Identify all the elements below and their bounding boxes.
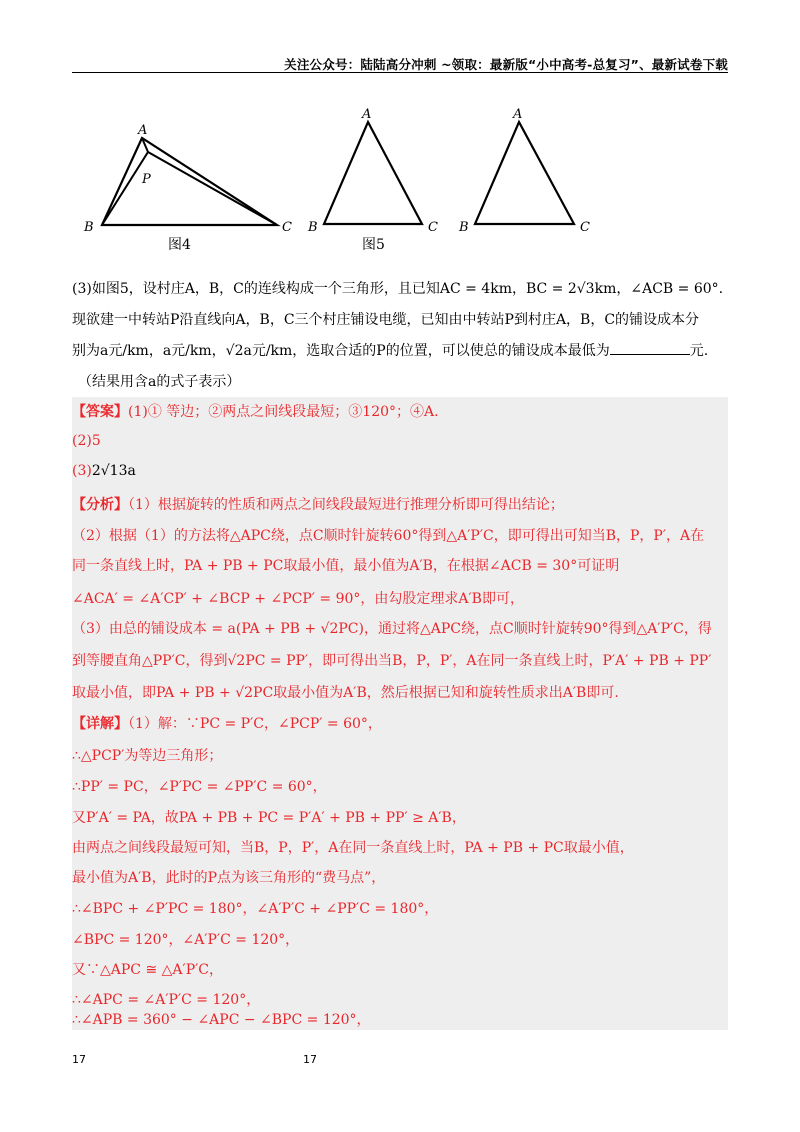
fig4-label-p: P [142, 172, 151, 187]
fig5-label-b: B [308, 220, 318, 235]
detail-line: ∴∠APC = ∠A′P′C = 120°， [72, 992, 261, 1008]
answer-text: (1)① 等边；②两点之间线段最短；③120°；④A. [128, 404, 439, 420]
fig5-label-a: A [362, 107, 372, 122]
question-line: 现欲建一中转站P沿直线向A，B，C三个村庄铺设电缆，已知由中转站P到村庄A，B，C的铺设成本分 [72, 312, 700, 328]
answer-line [72, 463, 732, 479]
detail-line: ∴△PCP′为等边三角形； [72, 748, 223, 764]
question-text: 元. [689, 343, 709, 359]
figure-4 [83, 123, 292, 253]
detail-line: ∴PP′ = PC，∠P′PC = ∠PP′C = 60°， [72, 779, 327, 795]
detail-line: 又P′A′ = PA，故PA + PB + PC = P′A′ + PB + PP′ ≥ A′B， [72, 810, 466, 826]
detail-line [72, 713, 732, 733]
figure-5 [307, 107, 438, 253]
fig6-triangle [475, 122, 574, 224]
answer-blank [610, 342, 690, 355]
question-text: 别为a元/km，a元/km，√2a元/km，选取合适的P的位置，可以使总的铺设成本最低为 [72, 343, 610, 359]
fig6-label-b: B [459, 220, 469, 235]
fig4-segment-pb [102, 152, 148, 225]
analysis-tag: 【分析】 [72, 497, 128, 513]
fig5-triangle [324, 122, 422, 224]
page-number-center: 17 [303, 1053, 317, 1066]
question-line [72, 336, 732, 367]
fig4-label-c: C [282, 220, 292, 235]
fig6-label-c: C [580, 220, 590, 235]
detail-line: 最小值为A′B，此时的P点为该三角形的“费马点”， [72, 870, 386, 886]
header-rule [72, 72, 728, 73]
page-header: 关注公众号：陆陆高分冲刺 ~领取：最新版“小中高考-总复习”、最新试卷下载 [284, 57, 728, 72]
detail-line: ∠BPC = 120°，∠A′P′C = 120°， [72, 932, 300, 948]
figures [72, 100, 728, 260]
question-block [72, 274, 732, 398]
question-note: （结果用含a的式子表示） [78, 374, 241, 390]
fig4-label-a: A [138, 123, 148, 138]
detail-line: ∴∠APB = 360° − ∠APC − ∠BPC = 120°， [72, 1012, 371, 1028]
page-number-left: 17 [72, 1053, 86, 1066]
fig5-caption: 图5 [362, 237, 385, 253]
answer-block [72, 397, 728, 1030]
analysis-line: （2）根据（1）的方法将△APC绕，点C顺时针旋转60°得到△A′P′C，即可得出可知当B，P，P′，A在 [72, 528, 705, 544]
fig4-caption: 图4 [168, 237, 191, 253]
detail-line: 由两点之间线段最短可知，当B，P，P′，A在同一条直线上时，PA + PB + PC取最小值， [72, 840, 634, 856]
fig4-label-b: B [84, 220, 94, 235]
detail-tag: 【详解】 [72, 716, 128, 732]
detail-line: ∴∠BPC + ∠P′PC = 180°，∠A′P′C + ∠PP′C = 180°， [72, 901, 439, 917]
fig5-label-c: C [428, 220, 438, 235]
geometry-figures [72, 100, 728, 260]
analysis-line: 同一条直线上时，PA + PB + PC取最小值，最小值为A′B，在根据∠ACB = 30°可证明 [72, 558, 620, 574]
fig4-segment-pc [148, 152, 277, 225]
question-line: (3)如图5，设村庄A，B，C的连线构成一个三角形，且已知AC = 4km，BC = 2√3km，∠ACB = 60°. [72, 281, 724, 297]
analysis-line: 到等腰直角△PP′C，得到√2PC = PP′，即可得出当B，P，P′，A在同一条直线上时，P′A′ + PB + PP′ [72, 653, 712, 669]
analysis-line [72, 494, 732, 514]
answer-tag: 【答案】 [72, 404, 128, 420]
answer-line [72, 401, 732, 421]
analysis-line: ∠ACA′ = ∠A′CP′ + ∠BCP + ∠PCP′ = 90°，由勾股定理求A′B即可， [72, 591, 524, 607]
fig6-label-a: A [513, 107, 523, 122]
answer-prefix: (3) [72, 463, 92, 479]
answer-value: 2√13a [91, 463, 136, 479]
analysis-line: （3）由总的铺设成本 = a(PA + PB + √2PC)，通过将△APC绕，点C顺时针旋转90°得到△A′P′C，得 [72, 621, 712, 637]
figure-6 [458, 107, 590, 235]
analysis-text: （1）根据旋转的性质和两点之间线段最短进行推理分析即可得出结论； [128, 497, 564, 513]
detail-text: （1）解：∵PC = P′C，∠PCP′ = 60°， [128, 716, 382, 732]
answer-line: (2)5 [72, 433, 101, 449]
analysis-line: 取最小值，即PA + PB + √2PC取最小值为A′B，然后根据已知和旋转性质求出A′B即可. [72, 685, 619, 701]
detail-line: 又∵△APC ≅ △A′P′C， [72, 962, 224, 978]
